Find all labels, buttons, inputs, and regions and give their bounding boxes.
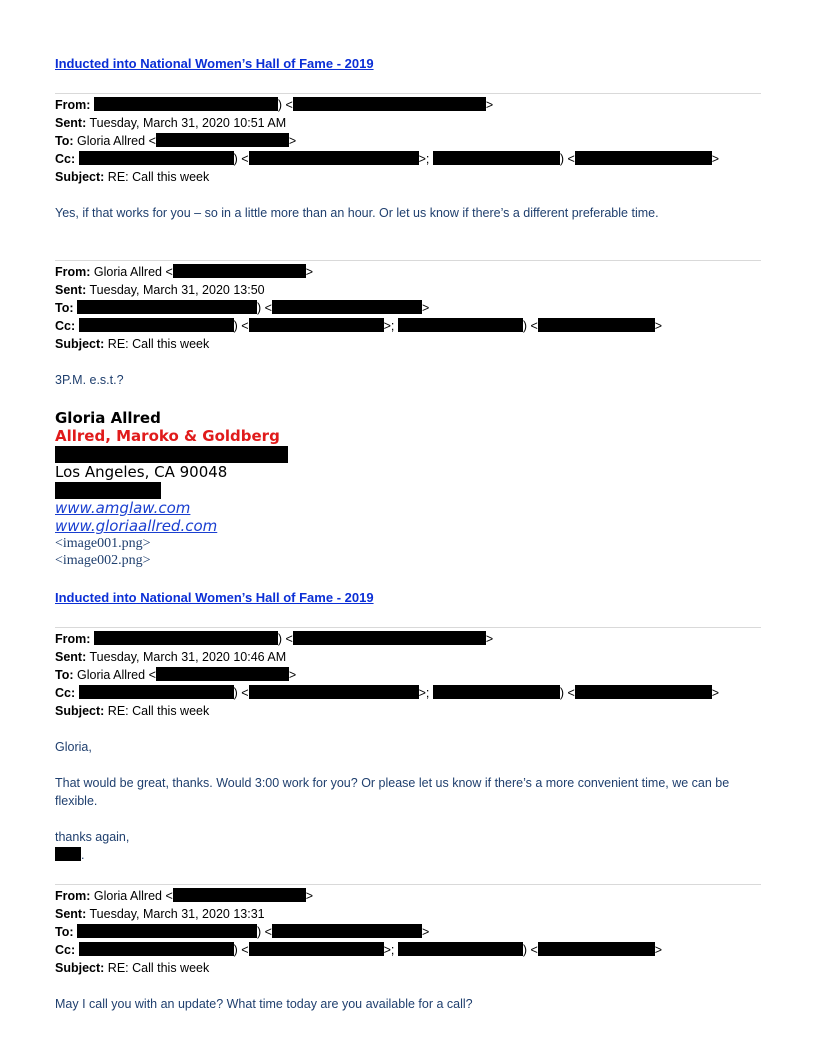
redacted-name — [77, 924, 257, 938]
email-body: 3P.M. e.s.t.? — [55, 373, 124, 387]
redacted-name — [433, 685, 560, 699]
sent-line: Sent: Tuesday, March 31, 2020 10:46 AM — [55, 650, 287, 664]
redacted-phone — [55, 482, 161, 499]
email-body-paragraph: That would be great, thanks. Would 3:00 work for you? Or please let us know if there’s a more convenient time, we can be flexible. — [55, 776, 730, 808]
redacted-email — [249, 318, 384, 332]
redacted-email — [173, 264, 306, 278]
subject-line: Subject: RE: Call this week — [55, 704, 210, 718]
image-placeholder: <image001.png> — [55, 536, 151, 551]
redacted-name — [79, 151, 234, 165]
redacted-name — [79, 942, 234, 956]
from-line: From: Gloria Allred < > — [55, 889, 314, 903]
gloriaallred-link[interactable]: www.gloriaallred.com — [55, 517, 218, 535]
email-body: Yes, if that works for you – so in a little more than an hour. Or let us know if there’s a different preferable time. — [55, 206, 659, 220]
cc-line: Cc: ) < >; ) < > — [55, 319, 663, 333]
redacted-email — [156, 667, 289, 681]
divider — [55, 93, 761, 94]
redacted-email — [293, 97, 486, 111]
redacted-email — [249, 942, 384, 956]
redacted-name — [433, 151, 560, 165]
redacted-email — [272, 924, 422, 938]
sent-date: Tuesday, March 31, 2020 10:51 AM — [89, 116, 287, 130]
redacted-name — [398, 318, 523, 332]
divider — [55, 627, 761, 628]
subject-line: Subject: RE: Call this week — [55, 170, 210, 184]
divider — [55, 884, 761, 885]
redacted-email — [249, 685, 419, 699]
from-label: From: — [55, 98, 91, 112]
cc-line: Cc: ) < >; ) < > — [55, 686, 720, 700]
redacted-email — [173, 888, 306, 902]
signature-name: Gloria Allred — [55, 409, 161, 427]
cc-line: Cc: ) < >; ) < > — [55, 152, 720, 166]
cc-line: Cc: ) < >; ) < > — [55, 943, 663, 957]
redacted-signoff — [55, 847, 81, 861]
sent-line: Sent: Tuesday, March 31, 2020 13:31 — [55, 907, 265, 921]
redacted-email — [272, 300, 422, 314]
redacted-name — [94, 631, 278, 645]
redacted-email — [249, 151, 419, 165]
redacted-name — [77, 300, 257, 314]
to-line: To: ) < > — [55, 925, 430, 939]
email-body: May I call you with an update? What time today are you available for a call? — [55, 997, 473, 1011]
divider — [55, 260, 761, 261]
redacted-email — [575, 685, 712, 699]
signature-firm: Allred, Maroko & Goldberg — [55, 427, 280, 445]
redacted-address — [55, 446, 288, 463]
to-line: To: ) < > — [55, 301, 430, 315]
redacted-email — [575, 151, 712, 165]
email-body-closing: thanks again, — [55, 830, 130, 844]
subject-line: Subject: RE: Call this week — [55, 337, 210, 351]
redacted-email — [293, 631, 486, 645]
redacted-email — [538, 942, 655, 956]
sent-line: Sent: Tuesday, March 31, 2020 10:51 AM — [55, 116, 287, 130]
image-placeholder: <image002.png> — [55, 553, 151, 568]
amglaw-link[interactable]: www.amglaw.com — [55, 499, 191, 517]
to-line: To: Gloria Allred < > — [55, 668, 297, 682]
redacted-email — [538, 318, 655, 332]
from-line: From: ) < > — [55, 632, 494, 646]
hall-of-fame-link[interactable]: Inducted into National Women’s Hall of Fame - 2019 — [55, 590, 374, 605]
to-line: To: Gloria Allred < > — [55, 134, 297, 148]
email-body-signoff: . — [55, 846, 761, 864]
redacted-name — [94, 97, 278, 111]
redacted-name — [398, 942, 523, 956]
redacted-name — [79, 318, 234, 332]
subject-line: Subject: RE: Call this week — [55, 961, 210, 975]
from-line: From: ) < > — [55, 98, 494, 112]
from-line: From: Gloria Allred < > — [55, 265, 314, 279]
redacted-email — [156, 133, 289, 147]
hall-of-fame-link[interactable]: Inducted into National Women’s Hall of Fame - 2019 — [55, 56, 374, 71]
sent-line: Sent: Tuesday, March 31, 2020 13:50 — [55, 283, 265, 297]
email-body-greeting: Gloria, — [55, 740, 92, 754]
signature-city: Los Angeles, CA 90048 — [55, 463, 228, 481]
redacted-name — [79, 685, 234, 699]
